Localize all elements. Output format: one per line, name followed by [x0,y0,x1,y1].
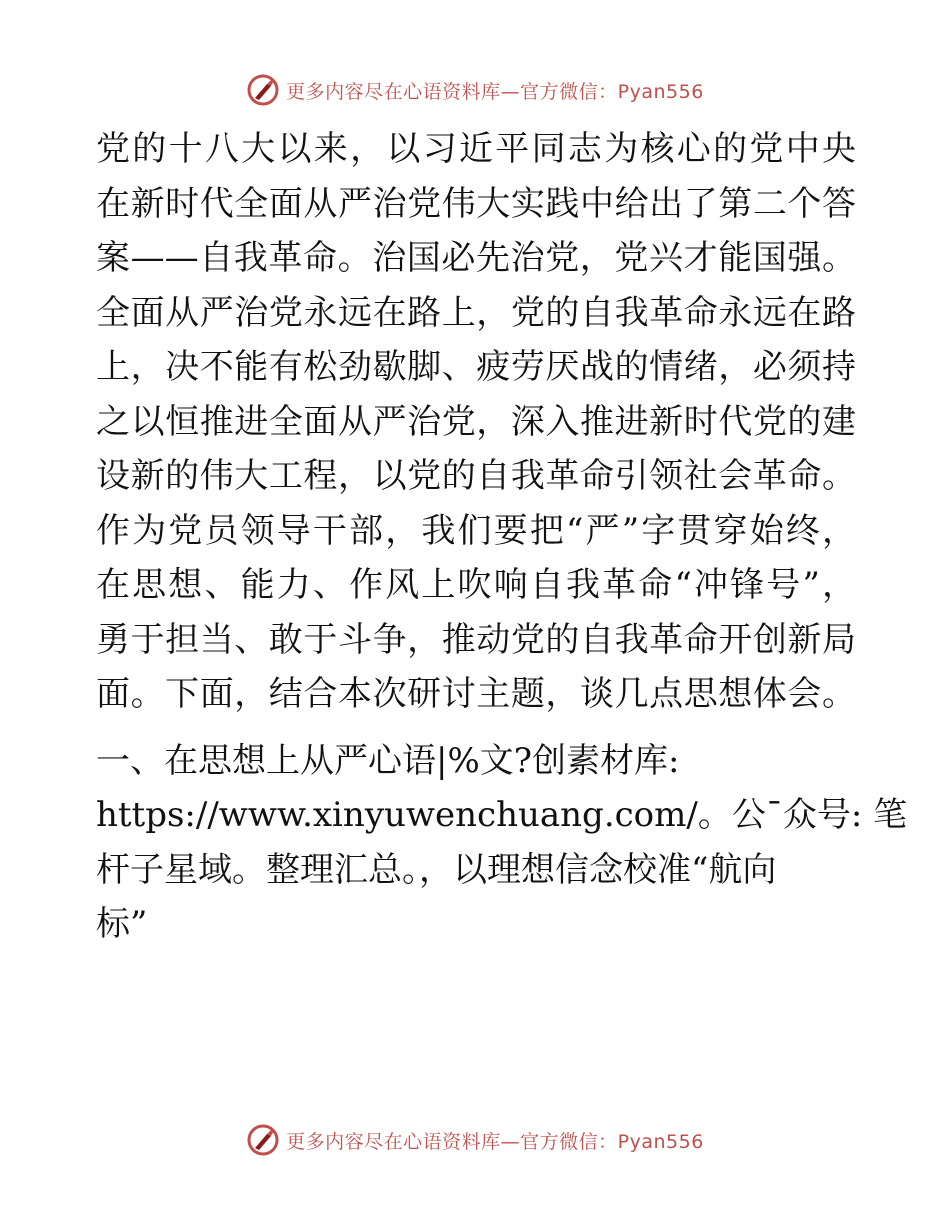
text-line: 杆子星域。整理汇总。，以理想信念校准“航向 [96,849,777,890]
text-line: 案——自我革命。治国必先治党，党兴才能国强。 [96,238,856,278]
text-line: 上，决不能有松劲歇脚、疲劳厌战的情绪，必须持 [96,347,856,387]
document-body [96,122,908,952]
header-banner [0,70,950,110]
text-line: 之以恒推进全面从严治党，深入推进新时代党的建 [96,401,856,442]
pen-nib-logo-icon [246,1123,280,1157]
paragraph-1 [96,122,856,722]
text-line: 面。下面，结合本次研讨主题，谈几点思想体会。 [96,674,856,714]
text-line: 勇于担当、敢于斗争，推动党的自我革命开创新局 [96,619,856,660]
pen-nib-logo-icon [246,73,280,107]
text-line: 一、在思想上从严心语|%文?创素材库: [96,740,680,781]
text-line: 设新的伟大工程，以党的自我革命引领社会革命。 [96,456,856,496]
text-line: 全面从严治党永远在路上，党的自我革命永远在路 [96,292,856,333]
section-heading-1 [96,734,908,952]
text-line: https://www.xinyuwenchuang.com/。公¯众号: 笔 [96,795,908,835]
text-line: 标” [96,904,148,944]
header-banner-text: 更多内容尽在心语资料库—官方微信：Pyan556 [286,80,704,103]
text-line: 作为党员领导干部，我们要把“严”字贯穿始终， [96,510,856,551]
footer-banner [0,1120,950,1160]
text-line: 党的十八大以来，以习近平同志为核心的党中央 [96,129,856,169]
text-line: 在新时代全面从严治党伟大实践中给出了第二个答 [96,183,856,224]
text-line: 在思想、能力、作风上吹响自我革命“冲锋号”， [96,565,856,605]
footer-banner-text: 更多内容尽在心语资料库—官方微信：Pyan556 [286,1130,704,1153]
